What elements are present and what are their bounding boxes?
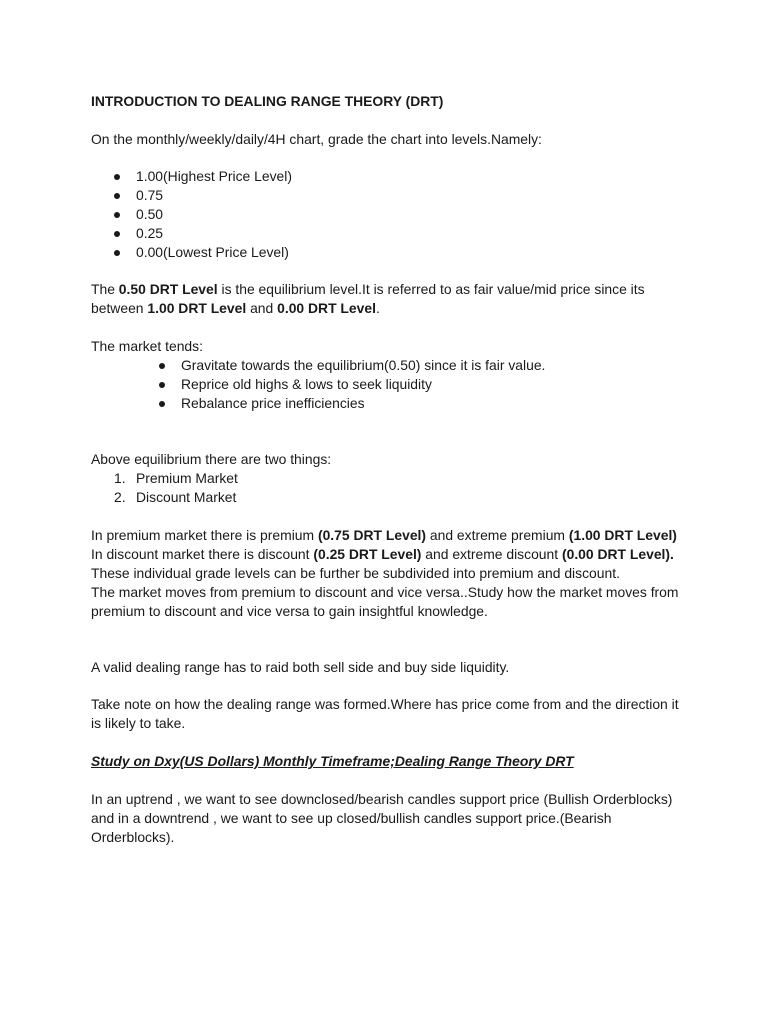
uptrend-line-1: In an uptrend , we want to see downclosed/bearish candles support price (Bullish Orderblocks) [91,791,673,807]
bullet-icon [114,193,120,199]
uptrend-line-2: and in a downtrend , we want to see up closed/bullish candles support price.(Bearish [91,810,612,826]
premium-paragraph: In premium market there is premium (0.75 DRT Level) and extreme premium (1.00 DRT Level) [91,527,677,543]
study-heading: Study on Dxy(US Dollars) Monthly Timeframe;Dealing Range Theory DRT [91,753,574,769]
uptrend-line-3: Orderblocks). [91,829,175,845]
bullet-icon [114,212,120,218]
bullet-icon [159,363,165,369]
bullet-icon [159,382,165,388]
valid-range-paragraph: A valid dealing range has to raid both sell side and buy side liquidity. [91,659,510,675]
bullet-icon [114,174,120,180]
equilibrium-paragraph-line-1: The 0.50 DRT Level is the equilibrium level.It is referred to as fair value/mid price since its [91,281,645,297]
discount-paragraph: In discount market there is discount (0.25 DRT Level) and extreme discount (0.00 DRT Level). [91,546,674,562]
bullet-icon [159,401,165,407]
bullet-icon [114,231,120,237]
take-note-line-2: is likely to take. [91,715,186,731]
bullet-icon [114,250,120,256]
take-note-line-1: Take note on how the dealing range was formed.Where has price come from and the direction it [91,696,679,712]
document-page: INTRODUCTION TO DEALING RANGE THEORY (DRT) On the monthly/weekly/daily/4H chart, grade the chart into levels.Namely: 1.00(Highest Price Level) 0.75 0.50 0.25 0.00(Lowest Price Level) The 0.50 DRT Level is the equilibrium level.It is referred to as fair value/mid price since its between 1.00 DRT Level and 0.00 DRT Level. The market tends: Gravitate towards the equilibrium(0.50) since it is fair value. Reprice old highs & lows to seek liquidity Rebalance price inefficiencies Above equilibrium there are two things: 1. Premium Market 2. Discount Market In premium market there is premium (0.75 DRT Level) and extreme premium (1.00 DRT Level) In discount market there is discount (0.25 DRT Level) and extreme discount (0.00 DRT Level). These individual grade levels can be further be subdivided into premium and discount. The market moves from premium to discount and vice versa..Study how the market moves from premium to discount and vice versa to gain insightful knowledge. A valid dealing range has to raid both sell side and buy side liquidity. Take note on how the dealing range was formed.Where has price come from and the direction it is likely to take. Study on Dxy(US Dollars) Monthly Timeframe;Dealing Range Theory DRT In an uptrend , we want to see downclosed/bearish candles support price (Bullish Orderblocks) and in a downtrend , we want to see up closed/bullish candles support price.(Bearish Orderblocks). [91,93,679,845]
equilibrium-paragraph-line-2: between 1.00 DRT Level and 0.00 DRT Level. [91,300,380,316]
market-moves-line-2: premium to discount and vice versa to gain insightful knowledge. [91,603,488,619]
above-equilibrium-heading: Above equilibrium there are two things: [91,451,332,467]
subdivide-paragraph: These individual grade levels can be further be subdivided into premium and discount. [91,565,620,581]
intro-paragraph: On the monthly/weekly/daily/4H chart, grade the chart into levels.Namely: [91,131,542,147]
market-tends-heading: The market tends: [91,338,203,354]
document-title: INTRODUCTION TO DEALING RANGE THEORY (DRT) [91,93,444,109]
market-moves-line-1: The market moves from premium to discount and vice versa..Study how the market moves from [91,584,679,600]
